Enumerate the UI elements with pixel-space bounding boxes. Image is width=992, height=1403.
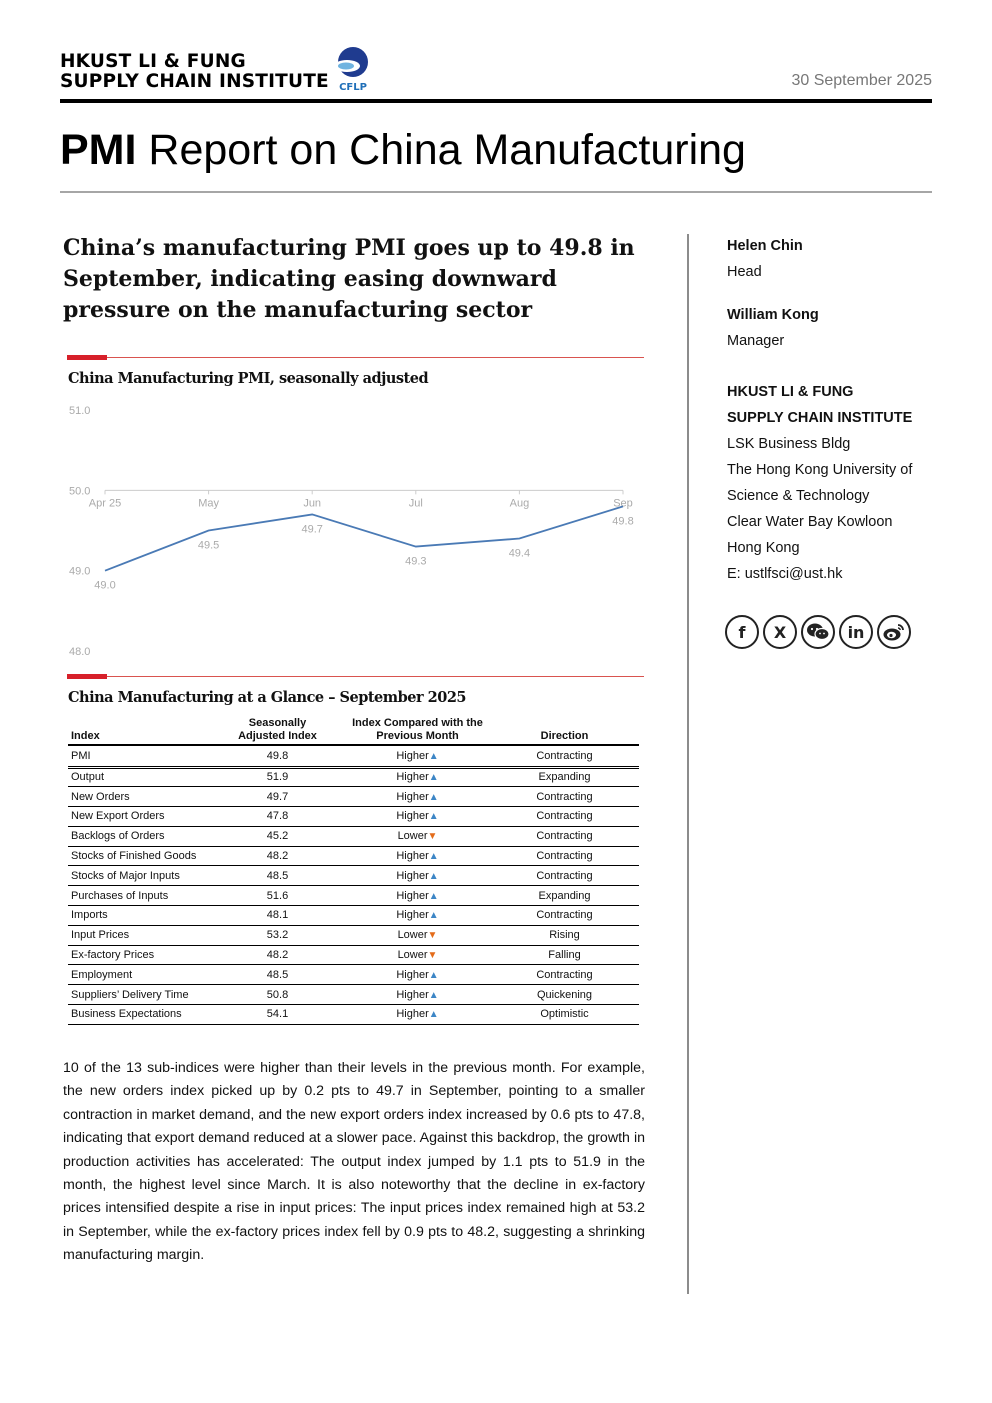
body-paragraph: 10 of the 13 sub-indices were higher than their levels in the previous month. For example, the new orders index picked up by 0.2 pts to 49.7 in September, pointing to a smaller contraction in market demand, and the new export orders index increased by 0.6 pts to 47.8, indicating that export demand reduced at a slower pace. Against this backdrop, the growth in production activities has accelerated: The output index jumped by 1.1 pts to 51.9 in the month, the highest level since March. It is also noteworthy that the decline in ex-factory prices intensified despite a rise in input prices: The input prices index remained high at 53.2 in September, while the ex-factory prices index fell by 0.9 pts to 48.2, suggesting a shrinking manufacturing margin. bbox=[63, 1060, 645, 1264]
cell-compare: Higher▲ bbox=[345, 767, 490, 787]
institute-name-line1: HKUST LI & FUNG bbox=[60, 51, 246, 72]
header-direction: Direction bbox=[490, 717, 639, 745]
table-row bbox=[68, 985, 639, 1005]
cell-compare: Higher▲ bbox=[345, 866, 490, 886]
cell-direction: Contracting bbox=[490, 787, 639, 807]
cell-index: Input Prices bbox=[68, 925, 210, 945]
arrow-down-icon: ▼ bbox=[427, 950, 438, 962]
data-label: 49.4 bbox=[508, 547, 531, 560]
table-row bbox=[68, 866, 639, 886]
person1-name: Helen Chin bbox=[727, 238, 803, 254]
cell-value: 45.2 bbox=[210, 826, 345, 846]
cell-direction: Expanding bbox=[490, 767, 639, 787]
table-row bbox=[68, 846, 639, 866]
table-section-rule bbox=[67, 676, 644, 677]
person1-title: Head bbox=[727, 264, 762, 280]
cell-value: 53.2 bbox=[210, 925, 345, 945]
chart-section-rule bbox=[67, 357, 644, 358]
data-label: 49.0 bbox=[94, 579, 116, 592]
title-rule bbox=[60, 191, 932, 193]
x-tick-label: Sep bbox=[613, 497, 633, 510]
address-line: Clear Water Bay Kowloon bbox=[727, 514, 893, 530]
table-title: China Manufacturing at a Glance – September 2025 bbox=[68, 689, 467, 706]
cell-compare: Higher▲ bbox=[345, 807, 490, 827]
cell-value: 49.7 bbox=[210, 787, 345, 807]
cell-direction: Contracting bbox=[490, 965, 639, 985]
cell-index: Suppliers’ Delivery Time bbox=[68, 985, 210, 1005]
arrow-up-icon: ▲ bbox=[428, 870, 439, 882]
cell-value: 50.8 bbox=[210, 985, 345, 1005]
cell-index: New Orders bbox=[68, 787, 210, 807]
arrow-up-icon: ▲ bbox=[428, 791, 439, 803]
cell-direction: Contracting bbox=[490, 745, 639, 767]
x-tick-label: May bbox=[198, 497, 219, 510]
report-title bbox=[60, 124, 746, 176]
y-tick-label: 50.0 bbox=[69, 485, 91, 498]
table-row bbox=[68, 767, 639, 787]
cell-direction: Contracting bbox=[490, 846, 639, 866]
cell-compare: Higher▲ bbox=[345, 965, 490, 985]
column-divider bbox=[687, 234, 689, 1294]
x-tick-label: Apr 25 bbox=[88, 497, 122, 510]
report-date: 30 September 2025 bbox=[791, 72, 932, 89]
arrow-down-icon: ▼ bbox=[427, 831, 438, 843]
cell-direction: Contracting bbox=[490, 866, 639, 886]
pmi-line-chart bbox=[60, 400, 650, 665]
glance-table bbox=[68, 717, 639, 1025]
cell-index: PMI bbox=[68, 745, 210, 767]
cell-direction: Quickening bbox=[490, 985, 639, 1005]
y-tick-label: 48.0 bbox=[69, 646, 91, 658]
cell-index: Business Expectations bbox=[68, 1005, 210, 1025]
table-row bbox=[68, 945, 639, 965]
data-label: 49.5 bbox=[197, 539, 220, 552]
cell-direction: Falling bbox=[490, 945, 639, 965]
cell-direction: Optimistic bbox=[490, 1005, 639, 1025]
cell-compare: Higher▲ bbox=[345, 787, 490, 807]
report-title-bold: PMI bbox=[60, 126, 137, 174]
arrow-up-icon: ▲ bbox=[428, 910, 439, 922]
cell-index: Ex-factory Prices bbox=[68, 945, 210, 965]
y-tick-label: 51.0 bbox=[69, 405, 91, 417]
table-body bbox=[68, 745, 639, 1024]
pmi-series-line bbox=[105, 506, 623, 570]
cell-compare: Lower▼ bbox=[345, 826, 490, 846]
table-row bbox=[68, 906, 639, 926]
wechat-icon[interactable] bbox=[801, 615, 835, 649]
address-line: Hong Kong bbox=[727, 540, 800, 556]
y-tick-label: 49.0 bbox=[69, 565, 91, 578]
arrow-up-icon: ▲ bbox=[428, 851, 439, 863]
cell-value: 48.2 bbox=[210, 846, 345, 866]
table-header-row bbox=[68, 717, 639, 745]
cell-compare: Higher▲ bbox=[345, 745, 490, 767]
cell-direction: Contracting bbox=[490, 906, 639, 926]
cell-index: Purchases of Inputs bbox=[68, 886, 210, 906]
person2-title: Manager bbox=[727, 333, 785, 349]
cell-direction: Contracting bbox=[490, 807, 639, 827]
data-labels bbox=[94, 515, 633, 591]
cell-index: New Export Orders bbox=[68, 807, 210, 827]
arrow-up-icon: ▲ bbox=[428, 811, 439, 823]
arrow-down-icon: ▼ bbox=[427, 930, 438, 942]
cflp-logo-text: CFLP bbox=[339, 82, 367, 93]
table-row bbox=[68, 787, 639, 807]
y-axis-ticks bbox=[69, 405, 90, 658]
linkedin-icon[interactable]: in bbox=[839, 615, 873, 649]
cell-compare: Higher▲ bbox=[345, 886, 490, 906]
social-links bbox=[725, 615, 911, 649]
cell-value: 51.6 bbox=[210, 886, 345, 906]
sidebar-org-line1: HKUST LI & FUNG bbox=[727, 384, 854, 400]
cell-compare: Higher▲ bbox=[345, 846, 490, 866]
address-line: The Hong Kong University of bbox=[727, 462, 913, 478]
header-value: Seasonally Adjusted Index bbox=[210, 717, 345, 745]
table-row bbox=[68, 925, 639, 945]
arrow-up-icon: ▲ bbox=[428, 989, 439, 1001]
cell-compare: Lower▼ bbox=[345, 925, 490, 945]
x-axis-ticks bbox=[89, 490, 633, 509]
institute-name-line2: SUPPLY CHAIN INSTITUTE bbox=[60, 71, 329, 92]
cell-value: 49.8 bbox=[210, 745, 345, 767]
arrow-up-icon: ▲ bbox=[428, 750, 439, 762]
cell-value: 47.8 bbox=[210, 807, 345, 827]
table-row bbox=[68, 826, 639, 846]
cell-value: 48.2 bbox=[210, 945, 345, 965]
institute-name bbox=[60, 52, 329, 92]
cell-index: Stocks of Major Inputs bbox=[68, 866, 210, 886]
arrow-up-icon: ▲ bbox=[428, 969, 439, 981]
cell-index: Imports bbox=[68, 906, 210, 926]
facebook-icon[interactable]: f bbox=[725, 615, 759, 649]
cell-value: 51.9 bbox=[210, 767, 345, 787]
contact-sidebar bbox=[727, 233, 937, 587]
data-label: 49.7 bbox=[301, 523, 323, 536]
arrow-up-icon: ▲ bbox=[428, 1009, 439, 1021]
cell-index: Output bbox=[68, 767, 210, 787]
x-tick-label: Aug bbox=[509, 497, 530, 510]
header-index: Index bbox=[68, 717, 210, 745]
address-line: Science & Technology bbox=[727, 488, 870, 504]
table-row bbox=[68, 1005, 639, 1025]
data-label: 49.3 bbox=[405, 555, 427, 568]
cell-value: 48.5 bbox=[210, 866, 345, 886]
arrow-up-icon: ▲ bbox=[428, 890, 439, 902]
header-rule bbox=[60, 99, 932, 103]
x-twitter-icon[interactable]: X bbox=[763, 615, 797, 649]
data-label: 49.8 bbox=[612, 515, 634, 528]
sidebar-org-line2: SUPPLY CHAIN INSTITUTE bbox=[727, 410, 913, 426]
cell-value: 48.5 bbox=[210, 965, 345, 985]
weibo-icon[interactable] bbox=[877, 615, 911, 649]
cell-compare: Higher▲ bbox=[345, 906, 490, 926]
cell-direction: Contracting bbox=[490, 826, 639, 846]
x-tick-label: Jul bbox=[408, 497, 423, 510]
address-line: LSK Business Bldg bbox=[727, 436, 851, 452]
arrow-up-icon: ▲ bbox=[428, 772, 439, 784]
table-row bbox=[68, 886, 639, 906]
cell-value: 54.1 bbox=[210, 1005, 345, 1025]
cell-value: 48.1 bbox=[210, 906, 345, 926]
x-tick-label: Jun bbox=[303, 497, 322, 510]
table-row bbox=[68, 965, 639, 985]
header-compare: Index Compared with the Previous Month bbox=[345, 717, 490, 745]
table-row bbox=[68, 745, 639, 767]
person2-name: William Kong bbox=[727, 307, 819, 323]
cell-index: Backlogs of Orders bbox=[68, 826, 210, 846]
table-row bbox=[68, 807, 639, 827]
email-link[interactable]: E: ustlfsci@ust.hk bbox=[727, 566, 843, 582]
cell-compare: Higher▲ bbox=[345, 985, 490, 1005]
cflp-logo bbox=[330, 46, 376, 94]
chart-title: China Manufacturing PMI, seasonally adjusted bbox=[68, 370, 429, 387]
cell-index: Employment bbox=[68, 965, 210, 985]
cell-index: Stocks of Finished Goods bbox=[68, 846, 210, 866]
cell-direction: Expanding bbox=[490, 886, 639, 906]
headline: China’s manufacturing PMI goes up to 49.8 in September, indicating easing downward pressure on the manufacturing sector bbox=[63, 235, 635, 323]
cell-compare: Lower▼ bbox=[345, 945, 490, 965]
cell-compare: Higher▲ bbox=[345, 1005, 490, 1025]
report-title-rest: Report on China Manufacturing bbox=[136, 126, 746, 174]
cell-direction: Rising bbox=[490, 925, 639, 945]
